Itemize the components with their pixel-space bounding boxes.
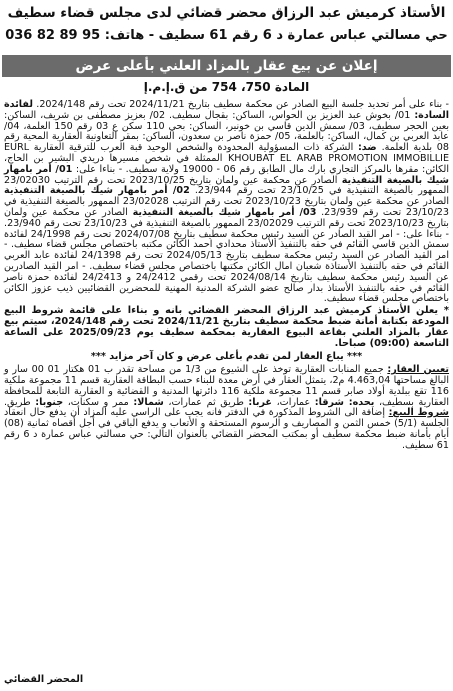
highest-bidder-note: *** يباع العقار لمن تقدم بأعلى عرض و كان آخر مزايد *** — [90, 351, 363, 363]
bailiff-address-phone: حي مسالتي عباس عمارة د 6 رقم 61 سطيف - هاتف: 95 89 82 036 — [5, 28, 448, 43]
cheque-order-2-title: 02/ أمر بامهار شيك بالصيغة التنفيذية — [4, 185, 190, 197]
notice-body — [4, 100, 449, 453]
bounded-north-label: شمالا: — [133, 396, 164, 408]
bounded-west-label: غربا: — [248, 396, 272, 408]
cheque-order-3-and-registrations: الصادر عن محكمة عين ولمان بتاريخ 2023/10/23 تحت رقم الترتيب 23/02029 الممهور بالصيغة التنفيذية في 23/10/23 تحت رقم 23/940. - بناءا على: - امر القيد الصادر عن السيد رئيس محكمة سطيف بتاريخ 2024/07/08 تحت رقم 24/1998 لفائدة سمش الدين قاسي القائم في حقه بالتنفيذ الأستاذ محدادي احمد الكائن مكتبه باختصاص مجلس قضاء سطيف. - امر القيد الصادر عن السيد رئيس محكمة سطيف بتاريخ 2024/05/13 تحت رقم 24/1398 لفائدة عابد العربي القائم في حقه بالتنفيذ الأستاذة شعبان امال الكائن مكتبها باختصاص مجلس قضاء سطيف. - امر القيد الصادرين عن السيد رئيس محكمة سطيف بتاريخ 2024/08/14 تحت رقمي 24/2412 و 24/2413 لفائدة حمزة ناصر القائم في حقه بالتنفيذ الأستاذ بدار صالح عضو الشركة المدنية المهنية للمحضرين القضائيين ذيب عزوز الكائن باختصاص مجلس قضاء سطيف. — [4, 206, 449, 305]
cheque-order-1-title: 01/ أمر بامهار شيك بالصيغة التنفيذية — [4, 163, 449, 186]
parties-paragraph — [4, 100, 449, 305]
legal-articles-reference: المادة 750، 754 من ق.إ.م.إ — [143, 80, 310, 94]
beneficiaries-list: 01/ بخوش عبد العزيز بن الحواس، الساكن: بقجال سطيف. 02/ بعزيز مصطفى بن شريف، الساكن: بعين الحجر سطيف، 03/ سمش الدين قاسي بن خونير، الساكن: بحي 110 سكن ع 03 رقم 150 العلمة، 04/ عابد العربي بن كمال، الساكن: بالعلمة، 05/ حمزة ناصر بن سعدون، الساكن: بمقر التعاونية العقارية المحية رقم 08 بلدية العلمة. — [4, 109, 450, 154]
cheque-order-1-details: الصادر عن محكمة عين ولمان بتاريخ 2023/10/25 تحت رقم الترتيب 23/02030 الممهور بالصيغة التنفيذية في 23/10/25 تحت رقم 23/944. — [4, 174, 449, 197]
bounded-east-label: يحده: شرقا: — [314, 396, 375, 408]
announcement-title-banner — [2, 55, 451, 77]
sale-conditions: إضافة الى الشروط المذكورة في الدفتر فانه يجب على الراسي عليه المزاد أن يدفع حال انعقاد الجلسة (5/1) خمس الثمن و المصاريف و الرسوم المستحقة و الأتعاب و يدفع الباقي في أجل أقصاه ثمانية (08) أيام بأمانة ضبط محكمة سطيف أو بمكتب المحضر القضائي بالعنوان التالي: حي مسالتي عباس عمارة د 6 رقم 61 سطيف. — [4, 407, 449, 451]
bailiff-signature: المحضر القضائي — [4, 674, 84, 685]
bounded-west: طريق ثم عمارات، — [163, 396, 249, 408]
sale-conditions-label: شروط البيع: — [388, 407, 449, 419]
bounded-north: ممر و سكنات، — [63, 396, 134, 408]
property-designation-label: تعيين العقار: — [387, 364, 450, 376]
against-label: ضد: — [357, 142, 382, 154]
cheque-order-2-details: الصادر عن محكمة عين ولمان بتاريخ 2023/10/23 تحت رقم الترتيب 23/02028 الممهور بالصيغة التنفيذية في 23/10/23 تحت رقم 23/939. — [4, 196, 449, 218]
bailiff-name-header: الأستاذ كرميش عبد الرزاق محضر قضائي لدى مجلس قضاء سطيف — [7, 5, 446, 21]
announcement-title: إعلان عن بيع عقار بالمزاد العلني بأعلى عرض — [75, 58, 378, 74]
bounded-south-label: جنوبا: — [35, 396, 64, 408]
beneficiaries-label: لفائدة السادة: — [4, 99, 450, 121]
debtor-company: الشركة ذات المسؤولية المحدودة والشخص الوحيد قبة العرب للترقية العقارية EURL KHOUBAT EL ARAB PROMOTION IMMOBILLIE الممثلة في شخص مسيرها دريدي البشير بن الحاج، الكائن: مقرها بالمركز التجاري بارك مال الطابق رقم 06 - 19000 ولاية سطيف. - بناءا على: — [4, 142, 450, 175]
bounded-east: عمارات، — [272, 396, 315, 408]
bounded-south: طريق. — [4, 396, 36, 408]
cheque-order-3-title: 03/ أمر بامهار شيك بالصيغة التنفيذية — [132, 206, 317, 218]
sale-announcement: * يعلن الأستاذ كرميش عبد الرزاق المحضر القضائي بانه و بناءا على قائمة شروط البيع المودعة بكتابة أمانة ضبط محكمة سطيف بتاريخ 2024/11/21 تحت رقم 2024/148، سيتم بيع عقار بالمزاد العلني بقاعة البيوع العقارية بمحكمة سطيف يوم 2025/09/23 على الساعة التاسعة (09:00) صباحا. — [4, 305, 449, 349]
property-paragraph — [4, 365, 449, 451]
property-designation: جميع المنابات العقارية توخذ على الشيوع من 1/3 من مساحة تقدر ب 01 هكتار 01 00 سار و البالغ مساحتها 4.463,04 م2، يتمثل العقار في أرض معدة للبناء حسب البطاقة العقارية قسم 11 مجموعة ملكية 116 تقع ببلدية أولاد صابر قسم 11 مجموعة ملكية 116 دائرتها المدنية و القضائية و العقارية التابعة للمحافظة العقارية بسطيف، — [4, 364, 449, 408]
order-reference: - بناء على أمر تحديد جلسة البيع الصادر عن محكمة سطيف بتاريخ 2024/11/21 تحت رقم 2024/148. — [32, 99, 449, 110]
